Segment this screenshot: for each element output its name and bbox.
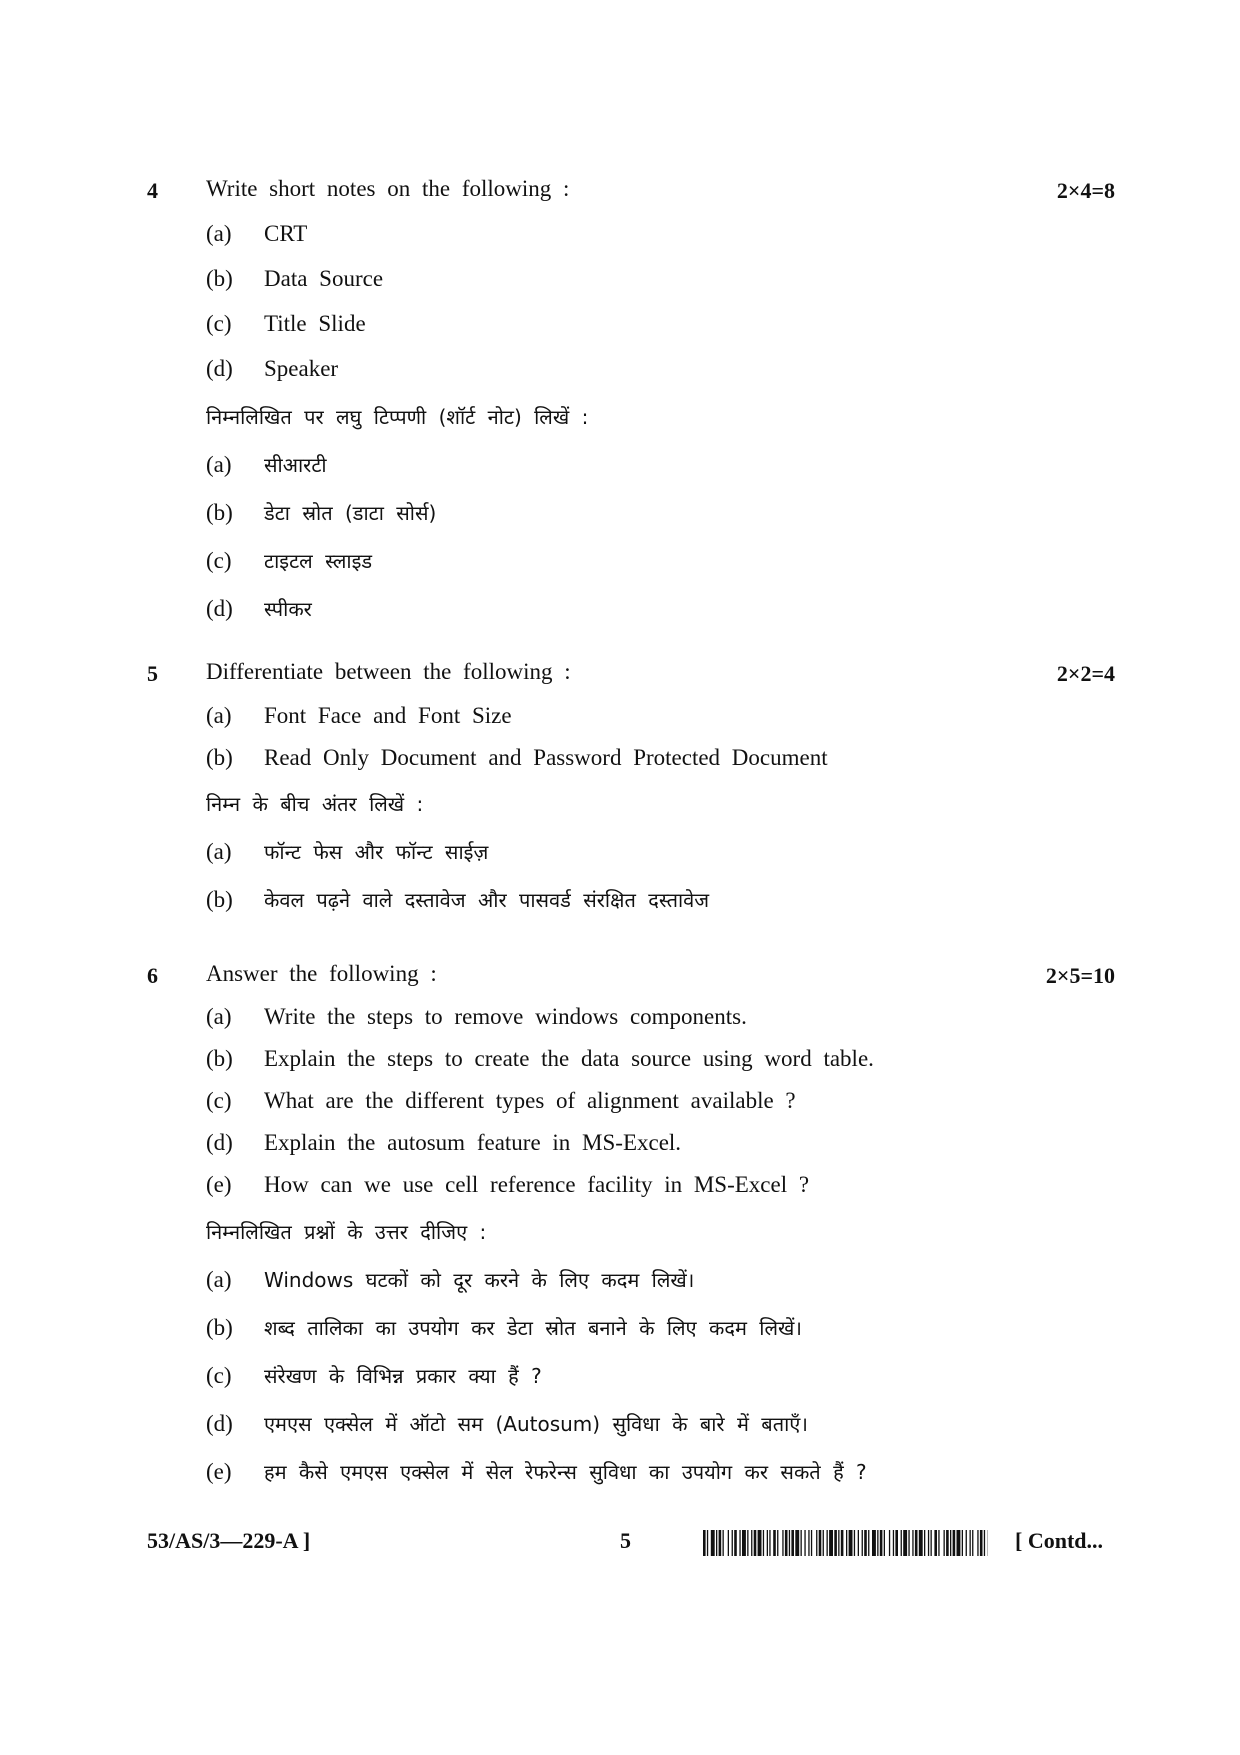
q5-item-b: (b) Read Only Document and Password Protected Document — [206, 745, 828, 770]
question-4-number: 4 — [147, 178, 158, 203]
q4-hindi-item-d: (d) स्पीकर — [206, 596, 312, 621]
q4-hindi-text: निम्नलिखित पर लघु टिप्पणी (शॉर्ट नोट) लिखें : — [206, 405, 589, 429]
q4-item-a: (a) CRT — [206, 221, 308, 246]
question-5-marks: 2×2=4 — [1056, 661, 1115, 686]
question-4-text: Write short notes on the following : — [206, 176, 570, 201]
question-4-marks: 2×4=8 — [1056, 178, 1115, 203]
q6-hindi-text: निम्नलिखित प्रश्नों के उत्तर दीजिए : — [206, 1220, 487, 1244]
question-5-text: Differentiate between the following : — [206, 659, 571, 684]
q5-hindi-item-b: (b) केवल पढ़ने वाले दस्तावेज और पासवर्ड संरक्षित दस्तावेज — [206, 887, 710, 912]
q5-hindi-item-a: (a) फॉन्ट फेस और फॉन्ट साईज़ — [206, 839, 489, 864]
q4-hindi-item-c: (c) टाइटल स्लाइड — [206, 548, 373, 573]
q6-hindi-item-c: (c) संरेखण के विभिन्न प्रकार क्या हैं ? — [206, 1363, 542, 1388]
q4-item-d: (d) Speaker — [206, 356, 339, 381]
q6-item-a: (a) Write the steps to remove windows components. — [206, 1004, 747, 1029]
q5-item-a: (a) Font Face and Font Size — [206, 703, 512, 728]
question-6-marks: 2×5=10 — [1045, 963, 1115, 988]
q4-hindi-item-a: (a) सीआरटी — [206, 452, 327, 477]
page-footer — [0, 1528, 1240, 1568]
q4-item-b: (b) Data Source — [206, 266, 384, 291]
q6-hindi-item-a: (a) Windows घटकों को दूर करने के लिए कदम लिखें। — [206, 1267, 695, 1292]
q6-hindi-item-e: (e) हम कैसे एमएस एक्सेल में सेल रेफरेन्स सुविधा का उपयोग कर सकते हैं ? — [206, 1459, 867, 1484]
q4-hindi-item-b: (b) डेटा स्रोत (डाटा सोर्स) — [206, 500, 437, 525]
question-6-number: 6 — [147, 963, 158, 988]
page-number: 5 — [620, 1528, 631, 1553]
continued-label: [ Contd... — [1015, 1528, 1104, 1553]
q4-item-c: (c) Title Slide — [206, 311, 366, 336]
q6-hindi-item-b: (b) शब्द तालिका का उपयोग कर डेटा स्रोत बनाने के लिए कदम लिखें। — [206, 1315, 802, 1340]
question-6-text: Answer the following : — [206, 961, 437, 986]
q6-item-d: (d) Explain the autosum feature in MS-Excel. — [206, 1130, 682, 1155]
q6-hindi-item-d: (d) एमएस एक्सेल में ऑटो सम (Autosum) सुविधा के बारे में बताएँ। — [206, 1411, 808, 1436]
q5-hindi-text: निम्न के बीच अंतर लिखें : — [206, 792, 424, 816]
q6-item-b: (b) Explain the steps to create the data source using word table. — [206, 1046, 874, 1071]
q6-item-e: (e) How can we use cell reference facility in MS-Excel ? — [206, 1172, 810, 1197]
barcode-icon — [703, 1530, 988, 1556]
question-5-number: 5 — [147, 661, 158, 686]
paper-code: 53/AS/3—229-A ] — [147, 1528, 311, 1553]
q6-item-c: (c) What are the different types of alignment available ? — [206, 1088, 796, 1113]
